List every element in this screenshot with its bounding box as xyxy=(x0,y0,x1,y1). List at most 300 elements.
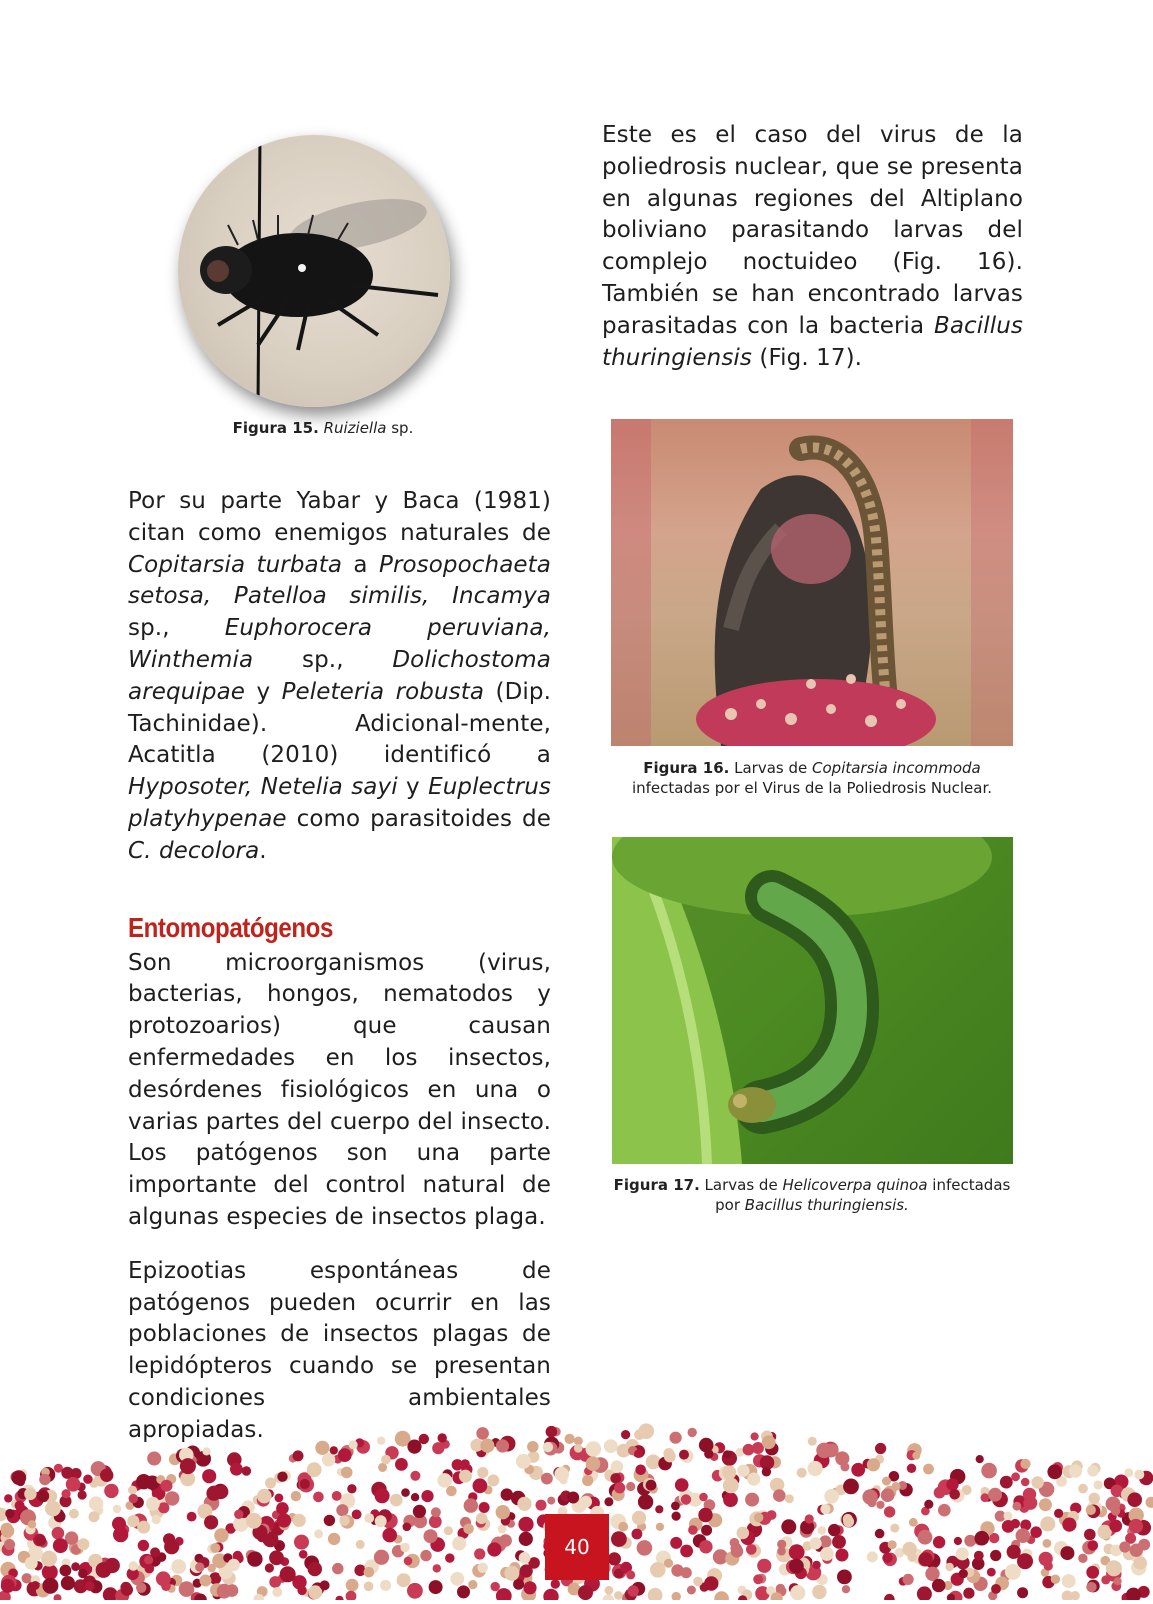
quinoa-seed xyxy=(875,1443,886,1454)
quinoa-seed xyxy=(403,1523,412,1532)
quinoa-seed xyxy=(842,1585,850,1593)
quinoa-seed xyxy=(546,1426,558,1438)
quinoa-seed xyxy=(25,1557,38,1570)
quinoa-seed xyxy=(611,1460,624,1473)
quinoa-seed xyxy=(275,1494,284,1503)
quinoa-seed xyxy=(1094,1480,1103,1489)
quinoa-seed xyxy=(24,1488,36,1500)
quinoa-seed xyxy=(36,1535,47,1546)
quinoa-seed xyxy=(664,1559,673,1568)
quinoa-seed xyxy=(375,1515,387,1527)
quinoa-seed xyxy=(672,1512,681,1521)
quinoa-seed xyxy=(61,1467,73,1479)
quinoa-seed xyxy=(981,1463,997,1479)
quinoa-seed xyxy=(129,1561,139,1571)
quinoa-seed xyxy=(214,1528,228,1542)
quinoa-seed xyxy=(648,1588,663,1600)
quinoa-seed xyxy=(881,1488,895,1502)
quinoa-seed xyxy=(843,1516,854,1527)
quinoa-seed xyxy=(356,1540,365,1549)
quinoa-seed xyxy=(374,1550,389,1565)
quinoa-seed xyxy=(828,1524,840,1536)
quinoa-seed xyxy=(862,1489,877,1504)
quinoa-seed xyxy=(987,1568,996,1577)
quinoa-seed xyxy=(378,1463,387,1472)
quinoa-seed xyxy=(907,1464,916,1473)
quinoa-seed xyxy=(737,1527,750,1540)
quinoa-seed xyxy=(307,1462,322,1477)
quinoa-seed xyxy=(646,1455,661,1470)
quinoa-seed xyxy=(1101,1575,1110,1584)
quinoa-seed xyxy=(867,1458,880,1471)
quinoa-seed xyxy=(52,1527,65,1540)
quinoa-seed xyxy=(332,1563,343,1574)
quinoa-seed xyxy=(882,1477,891,1486)
quinoa-seed xyxy=(621,1430,630,1439)
quinoa-seed xyxy=(1106,1560,1122,1576)
quinoa-seed xyxy=(946,1478,958,1490)
quinoa-seed xyxy=(438,1433,447,1442)
right-column xyxy=(602,120,1023,374)
quinoa-seed xyxy=(104,1484,118,1498)
quinoa-seed xyxy=(382,1528,397,1543)
quinoa-seed xyxy=(605,1586,614,1595)
quinoa-seed xyxy=(463,1524,474,1535)
quinoa-seed xyxy=(611,1531,627,1547)
quinoa-seed xyxy=(293,1450,304,1461)
quinoa-seed xyxy=(1134,1470,1144,1480)
quinoa-seed xyxy=(320,1580,330,1590)
figure-16-image xyxy=(611,419,1013,746)
fly-illustration xyxy=(178,135,450,407)
quinoa-seed xyxy=(954,1537,962,1545)
quinoa-seed xyxy=(45,1501,61,1517)
quinoa-seed xyxy=(150,1547,160,1557)
quinoa-seed xyxy=(714,1591,729,1600)
quinoa-seed xyxy=(1039,1552,1053,1566)
quinoa-seed xyxy=(837,1570,852,1585)
quinoa-seed xyxy=(228,1559,240,1571)
paragraph-definition: Son microorganismos (virus, bacterias, hongos, nematodos y protozoarios) que causan enfermedades en los insectos, desórdenes fisiológicos en una o varias partes del cuerpo del insecto. Los patógenos son una parte importante del control natural de algunas especies de insectos plaga. xyxy=(128,948,551,1234)
quinoa-seed xyxy=(42,1578,58,1594)
quinoa-seed xyxy=(242,1466,251,1475)
quinoa-seed xyxy=(328,1533,340,1545)
quinoa-seed xyxy=(1004,1512,1013,1521)
quinoa-seed xyxy=(364,1567,375,1578)
figure-15-image xyxy=(178,135,468,415)
quinoa-seed xyxy=(753,1574,763,1584)
quinoa-seed xyxy=(69,1509,79,1519)
quinoa-seed xyxy=(723,1478,739,1494)
quinoa-seed xyxy=(413,1505,426,1518)
quinoa-seed xyxy=(777,1547,786,1556)
quinoa-seed xyxy=(420,1550,431,1561)
quinoa-seed xyxy=(820,1504,830,1514)
quinoa-seed xyxy=(335,1596,343,1600)
quinoa-seed xyxy=(156,1571,171,1586)
quinoa-seed xyxy=(380,1580,391,1591)
quinoa-seed xyxy=(246,1513,262,1529)
quinoa-seed xyxy=(604,1497,613,1506)
quinoa-seed xyxy=(445,1553,454,1562)
quinoa-seed xyxy=(934,1487,946,1499)
quinoa-seed xyxy=(22,1573,32,1583)
quinoa-seed xyxy=(476,1427,489,1440)
quinoa-seed xyxy=(293,1514,306,1527)
quinoa-seed xyxy=(867,1551,878,1562)
quinoa-seed xyxy=(336,1504,348,1516)
quinoa-seed xyxy=(963,1588,974,1599)
quinoa-seed xyxy=(280,1566,296,1582)
quinoa-seed xyxy=(626,1482,635,1491)
quinoa-seed xyxy=(699,1540,712,1553)
quinoa-seed xyxy=(66,1477,81,1492)
quinoa-seed xyxy=(608,1552,621,1565)
quinoa-seed xyxy=(352,1510,362,1520)
quinoa-seed xyxy=(836,1549,849,1562)
quinoa-seed xyxy=(808,1461,823,1476)
quinoa-seed xyxy=(632,1529,643,1540)
quinoa-seed xyxy=(981,1493,990,1502)
quinoa-seed xyxy=(646,1480,657,1491)
quinoa-seed xyxy=(1043,1539,1052,1548)
quinoa-seed xyxy=(688,1428,697,1437)
quinoa-seed xyxy=(85,1581,95,1591)
quinoa-seed xyxy=(932,1579,946,1593)
quinoa-seed xyxy=(421,1490,433,1502)
quinoa-seed xyxy=(54,1594,62,1600)
quinoa-seed xyxy=(1127,1492,1142,1507)
quinoa-seed xyxy=(1106,1497,1121,1512)
quinoa-seed xyxy=(1039,1498,1052,1511)
quinoa-seed xyxy=(473,1478,488,1493)
quinoa-seed xyxy=(89,1511,100,1522)
quinoa-seed xyxy=(614,1482,625,1493)
quinoa-seed xyxy=(1089,1493,1100,1504)
quinoa-seed xyxy=(411,1493,419,1501)
quinoa-seed xyxy=(586,1456,601,1471)
quinoa-seed xyxy=(933,1536,945,1548)
section-heading: Entomopatógenos xyxy=(128,912,492,944)
quinoa-seed xyxy=(917,1586,932,1600)
quinoa-seed xyxy=(210,1543,220,1553)
quinoa-seed xyxy=(71,1562,80,1571)
quinoa-seed xyxy=(137,1521,150,1534)
quinoa-seed xyxy=(330,1446,338,1454)
quinoa-seed xyxy=(909,1518,918,1527)
quinoa-seed xyxy=(543,1442,553,1452)
quinoa-seed xyxy=(618,1522,628,1532)
quinoa-seed xyxy=(247,1551,262,1566)
quinoa-seed xyxy=(397,1573,411,1587)
quinoa-seed xyxy=(687,1586,696,1595)
quinoa-seed xyxy=(551,1579,560,1588)
quinoa-seed xyxy=(308,1562,322,1576)
quinoa-seed xyxy=(959,1569,968,1578)
quinoa-seed xyxy=(347,1484,356,1493)
quinoa-seed xyxy=(187,1512,197,1522)
quinoa-seed xyxy=(938,1504,951,1517)
quinoa-seed xyxy=(136,1583,146,1593)
quinoa-seed xyxy=(487,1542,501,1556)
quinoa-seed xyxy=(523,1581,536,1594)
quinoa-seed xyxy=(808,1437,817,1446)
quinoa-seed xyxy=(53,1538,68,1553)
quinoa-seed xyxy=(437,1473,452,1488)
quinoa-seed xyxy=(277,1472,287,1482)
quinoa-seed xyxy=(461,1459,470,1468)
quinoa-seed xyxy=(757,1559,771,1573)
quinoa-seed xyxy=(322,1453,335,1466)
quinoa-seed xyxy=(332,1491,342,1501)
quinoa-seed xyxy=(810,1537,822,1549)
quinoa-seed xyxy=(890,1524,899,1533)
quinoa-seed xyxy=(1005,1564,1021,1580)
quinoa-seed xyxy=(424,1529,438,1543)
quinoa-seed xyxy=(1087,1465,1098,1476)
quinoa-seed xyxy=(781,1519,796,1534)
quinoa-seed xyxy=(527,1441,538,1452)
quinoa-seed xyxy=(100,1469,113,1482)
quinoa-seed xyxy=(390,1494,403,1507)
quinoa-seed xyxy=(78,1490,87,1499)
quinoa-seed xyxy=(762,1467,771,1476)
quinoa-seed xyxy=(152,1515,161,1524)
quinoa-seed xyxy=(180,1458,196,1474)
quinoa-seed xyxy=(395,1458,408,1471)
figure-16-caption: Figura 16. Larvas de Copitarsia incommoda infectadas por el Virus de la Poliedrosis Nuclear. xyxy=(611,758,1013,798)
quinoa-seed xyxy=(722,1465,736,1479)
quinoa-seed xyxy=(547,1497,555,1505)
quinoa-seed xyxy=(1023,1488,1036,1501)
quinoa-seed xyxy=(41,1551,57,1567)
quinoa-seed xyxy=(113,1527,128,1542)
quinoa-seed xyxy=(1040,1516,1055,1531)
quinoa-seed xyxy=(375,1488,390,1503)
quinoa-seed xyxy=(105,1558,120,1573)
quinoa-seed xyxy=(77,1538,89,1550)
quinoa-seed xyxy=(956,1547,969,1560)
quinoa-seed xyxy=(407,1583,423,1599)
quinoa-seed xyxy=(991,1584,1001,1594)
quinoa-seed xyxy=(1062,1518,1076,1532)
paragraph-virus: Este es el caso del virus de la poliedrosis nuclear, que se presenta en algunas regiones del Altiplano boliviano parasitando larvas del complejo noctuideo (Fig. 16). También se han encontrado larvas parasitadas con la bacteria Bacillus thuringiensis (Fig. 17). xyxy=(602,120,1023,374)
quinoa-seed xyxy=(832,1535,846,1549)
quinoa-seed xyxy=(349,1440,358,1449)
quinoa-seed xyxy=(1021,1478,1030,1487)
quinoa-seed xyxy=(516,1454,531,1469)
quinoa-seed xyxy=(536,1500,547,1511)
figure-17-image xyxy=(612,837,1013,1164)
quinoa-seed xyxy=(171,1559,186,1574)
quinoa-seed xyxy=(680,1545,693,1558)
quinoa-seed xyxy=(341,1467,353,1479)
quinoa-seed xyxy=(520,1564,533,1577)
quinoa-seed xyxy=(672,1592,681,1600)
quinoa-seed xyxy=(974,1551,984,1561)
quinoa-seed xyxy=(945,1563,953,1571)
quinoa-seed xyxy=(825,1444,838,1457)
quinoa-seed xyxy=(234,1510,243,1519)
quinoa-seed xyxy=(257,1489,272,1504)
quinoa-seed xyxy=(1051,1575,1060,1584)
quinoa-seed xyxy=(504,1566,519,1581)
quinoa-seed xyxy=(1017,1553,1033,1569)
paragraph-natural-enemies: Por su parte Yabar y Baca (1981) citan como enemigos naturales de Copitarsia turbata a Prosopochaeta setosa, Patelloa similis, Incamya sp., Euphorocera peruviana, Winthemia sp., Dolichostoma arequipae y Peleteria robusta (Dip. Tachinidae). Adicional-mente, Acatitla (2010) identificó a Hyposoter, Netelia sayi y Euplectrus platyhypenae como parasitoides de C. decolora. xyxy=(128,486,551,868)
quinoa-seed xyxy=(704,1576,718,1590)
quinoa-seed xyxy=(37,1490,49,1502)
quinoa-seed xyxy=(604,1439,618,1453)
quinoa-seed xyxy=(1069,1465,1082,1478)
quinoa-seed xyxy=(541,1473,553,1485)
quinoa-seed xyxy=(789,1544,805,1560)
quinoa-seed xyxy=(364,1513,374,1523)
quinoa-seed xyxy=(1031,1476,1043,1488)
quinoa-seed xyxy=(324,1515,335,1526)
quinoa-seed xyxy=(136,1474,151,1489)
quinoa-seed xyxy=(628,1585,639,1596)
quinoa-seed xyxy=(773,1489,786,1502)
quinoa-seed xyxy=(554,1467,569,1482)
quinoa-seed xyxy=(1086,1566,1099,1579)
quinoa-seed xyxy=(1011,1472,1020,1481)
quinoa-seed xyxy=(294,1535,309,1550)
quinoa-seed xyxy=(1078,1554,1087,1563)
quinoa-seed xyxy=(518,1517,533,1532)
quinoa-seed xyxy=(83,1475,92,1484)
quinoa-seed xyxy=(144,1555,153,1564)
quinoa-seed xyxy=(120,1582,131,1593)
quinoa-seed xyxy=(269,1550,284,1565)
quinoa-seed xyxy=(767,1510,777,1520)
quinoa-seed xyxy=(217,1584,232,1599)
quinoa-seed xyxy=(699,1438,714,1453)
quinoa-seed xyxy=(158,1502,169,1513)
quinoa-seed xyxy=(975,1531,990,1546)
quinoa-seed xyxy=(517,1497,531,1511)
quinoa-seed xyxy=(28,1520,36,1528)
quinoa-seed xyxy=(670,1432,682,1444)
quinoa-seed xyxy=(476,1513,487,1524)
quinoa-seed xyxy=(457,1585,470,1598)
quinoa-seed xyxy=(147,1452,161,1466)
quinoa-seed xyxy=(580,1496,592,1508)
quinoa-seed xyxy=(754,1513,763,1522)
quinoa-seed xyxy=(491,1582,500,1591)
quinoa-seed xyxy=(903,1574,914,1585)
quinoa-seed xyxy=(884,1506,895,1517)
quinoa-seed xyxy=(656,1523,664,1531)
quinoa-seed xyxy=(949,1489,960,1500)
quinoa-seed xyxy=(824,1489,839,1504)
quinoa-seed xyxy=(15,1501,25,1511)
quinoa-seed xyxy=(444,1526,453,1535)
quinoa-seed xyxy=(747,1473,760,1486)
quinoa-seed xyxy=(1060,1546,1074,1560)
quinoa-seed xyxy=(679,1450,689,1460)
quinoa-seed xyxy=(1030,1526,1042,1538)
quinoa-seed xyxy=(818,1526,827,1535)
quinoa-seed xyxy=(452,1537,466,1551)
quinoa-seed xyxy=(161,1480,173,1492)
quinoa-seed xyxy=(1084,1529,1096,1541)
quinoa-seed xyxy=(1016,1528,1031,1543)
quinoa-seed xyxy=(790,1585,805,1600)
quinoa-seed xyxy=(578,1585,593,1600)
quinoa-seed xyxy=(496,1439,509,1452)
quinoa-seed xyxy=(603,1594,614,1600)
quinoa-seed xyxy=(1086,1582,1096,1592)
quinoa-seed xyxy=(693,1577,703,1587)
quinoa-seed xyxy=(976,1455,984,1463)
quinoa-seed xyxy=(519,1532,533,1546)
quinoa-seed xyxy=(743,1444,755,1456)
quinoa-seed xyxy=(737,1465,749,1477)
quinoa-seed xyxy=(346,1579,359,1592)
quinoa-seed xyxy=(586,1441,602,1457)
quinoa-seed xyxy=(638,1494,653,1509)
quinoa-seed xyxy=(637,1540,653,1556)
quinoa-seed xyxy=(450,1572,464,1586)
quinoa-seed xyxy=(381,1455,391,1465)
quinoa-seed xyxy=(882,1553,892,1563)
quinoa-seed xyxy=(820,1547,834,1561)
quinoa-seed xyxy=(103,1587,118,1600)
quinoa-seed xyxy=(635,1465,646,1476)
quinoa-seed xyxy=(410,1471,420,1481)
quinoa-seed xyxy=(671,1564,683,1576)
quinoa-seed xyxy=(11,1470,26,1485)
quinoa-seed xyxy=(698,1508,712,1522)
quinoa-seed xyxy=(746,1544,757,1555)
quinoa-seed xyxy=(582,1475,593,1486)
quinoa-seed xyxy=(1,1524,14,1537)
quinoa-seed xyxy=(164,1539,179,1554)
quinoa-seed xyxy=(519,1552,531,1564)
quinoa-seed xyxy=(300,1479,310,1489)
quinoa-seed xyxy=(446,1486,457,1497)
quinoa-seed xyxy=(215,1485,228,1498)
quinoa-seed xyxy=(565,1434,575,1444)
quinoa-seed xyxy=(1146,1497,1153,1508)
quinoa-seed xyxy=(478,1563,488,1573)
quinoa-seed xyxy=(688,1525,698,1535)
quinoa-seed xyxy=(912,1452,920,1460)
quinoa-seed xyxy=(805,1514,814,1523)
quinoa-seed xyxy=(567,1492,579,1504)
quinoa-seed xyxy=(1133,1556,1147,1570)
quinoa-seed xyxy=(407,1440,421,1454)
quinoa-seed xyxy=(129,1494,138,1503)
quinoa-seed xyxy=(277,1513,291,1527)
quinoa-seed xyxy=(146,1497,160,1511)
quinoa-seed xyxy=(479,1502,490,1513)
quinoa-seed xyxy=(1109,1520,1122,1533)
quinoa-seed xyxy=(299,1550,308,1559)
quinoa-seed xyxy=(339,1515,349,1525)
quinoa-seed xyxy=(377,1437,385,1445)
quinoa-seed xyxy=(429,1580,443,1594)
quinoa-seed xyxy=(346,1591,357,1600)
paragraph-epizootics: Epizootias espontáneas de patógenos pueden ocurrir en las poblaciones de insectos plagas de lepidópteros cuando se presentan condiciones ambientales apropiadas. xyxy=(128,1256,551,1447)
quinoa-seed xyxy=(195,1563,204,1572)
quinoa-seed xyxy=(487,1474,499,1486)
quinoa-seed xyxy=(499,1534,512,1547)
quinoa-seed xyxy=(626,1570,635,1579)
quinoa-seed xyxy=(655,1505,663,1513)
quinoa-seed xyxy=(1047,1464,1062,1479)
quinoa-seed xyxy=(671,1502,680,1511)
